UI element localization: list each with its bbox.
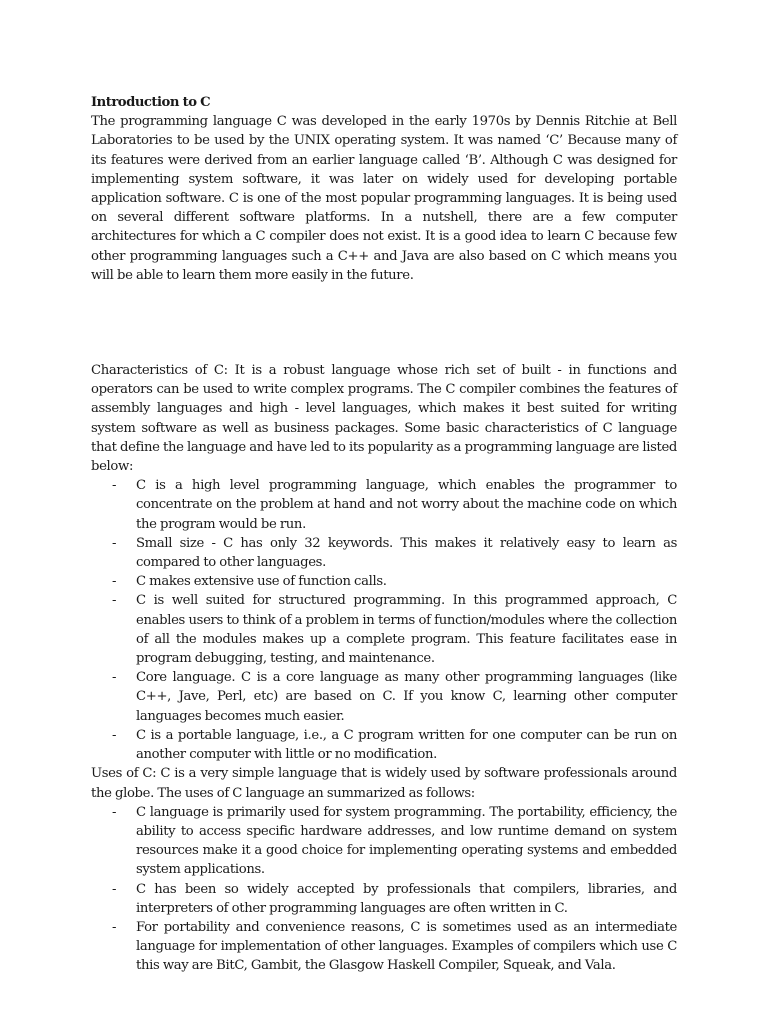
- bullet-dash: -: [112, 574, 117, 590]
- list-item-text: For portability and convenience reasons, C is sometimes used as an intermediate language for implementation of other languages. Examples of compilers which use C this way are BitC, Gambit, the Glasgow Haskell Compiler, Squeak, and Vala.: [136, 919, 677, 974]
- list-item: [91, 803, 677, 880]
- bullet-dash: -: [112, 881, 117, 897]
- bullet-dash: -: [112, 478, 117, 494]
- list-item: [91, 668, 677, 726]
- list-item-text: C is a portable language, i.e., a C program written for one computer can be run on another computer with little or no modification.: [136, 727, 677, 763]
- list-item: [91, 918, 677, 976]
- list-item-text: C has been so widely accepted by professionals that compilers, libraries, and interpreters of other programming languages are often written in C.: [136, 881, 677, 916]
- bullet-dash: -: [112, 919, 117, 935]
- bullet-dash: -: [112, 593, 117, 609]
- bullet-dash: -: [112, 670, 117, 686]
- intro-paragraph: The programming language C was developed in the early 1970s by Dennis Ritchie at Bell Laboratories to be used by the UNIX operating system. It was named ‘C’ Because many of its features were derived from an earlier language called ‘B’. Although C was designed for implementing system software, it was later on widely used for developing portable application software. C is one of the most popular programming languages. It is being used on several different software platforms. In a nutshell, there are a few computer architectures for which a C compiler does not exist. It is a good idea to learn C because few other programming languages such a C++ and Java are also based on C which means you will be able to learn them more easily in the future.: [91, 114, 677, 283]
- list-item-text: C makes extensive use of function calls.: [136, 574, 387, 590]
- characteristics-paragraph: Characteristics of C: It is a robust language whose rich set of built - in functions and operators can be used to write complex programs. The C compiler combines the features of assembly languages and high - level languages, which makes it best suited for writing system software as well as business packages. Some basic characteristics of C language that define the language and have led to its popularity as a programming language are listed below:: [91, 363, 677, 475]
- bullet-dash: -: [112, 804, 117, 820]
- list-item-text: C is well suited for structured programming. In this programmed approach, C enables users to think of a problem in terms of function/modules where the collection of all the modules makes up a complete program. This feature facilitates ease in program debugging, testing, and maintenance.: [136, 593, 677, 667]
- list-item: [91, 476, 677, 534]
- list-item: [91, 534, 677, 572]
- page-title: Introduction to C: [91, 95, 211, 110]
- list-item: [91, 880, 677, 918]
- list-item-text: C language is primarily used for system programming. The portability, efficiency, the ability to access specific hardware addresses, and low runtime demand on system resources make it a good choice for implementing operating systems and embedded system applications.: [136, 804, 677, 878]
- list-item-text: Core language. C is a core language as many other programming languages (like C++, Jave, Perl, etc) are based on C. If you know C, learning other computer languages becomes much easier.: [136, 670, 677, 724]
- list-item-text: Small size - C has only 32 keywords. This makes it relatively easy to learn as compared to other languages.: [136, 535, 677, 571]
- list-item: [91, 572, 677, 591]
- section-spacer: [91, 285, 677, 361]
- bullet-dash: -: [112, 535, 117, 551]
- list-item-text: C is a high level programming language, which enables the programmer to concentrate on the problem at hand and not worry about the machine code on which the program would be run.: [136, 478, 677, 532]
- characteristics-list: [91, 476, 677, 764]
- uses-paragraph: Uses of C: C is a very simple language that is widely used by software professionals around the globe. The uses of C language an summarized as follows:: [91, 766, 677, 801]
- bullet-dash: -: [112, 727, 117, 743]
- list-item: [91, 591, 677, 668]
- document-page: [91, 93, 677, 976]
- uses-list: [91, 803, 677, 976]
- list-item: [91, 726, 677, 764]
